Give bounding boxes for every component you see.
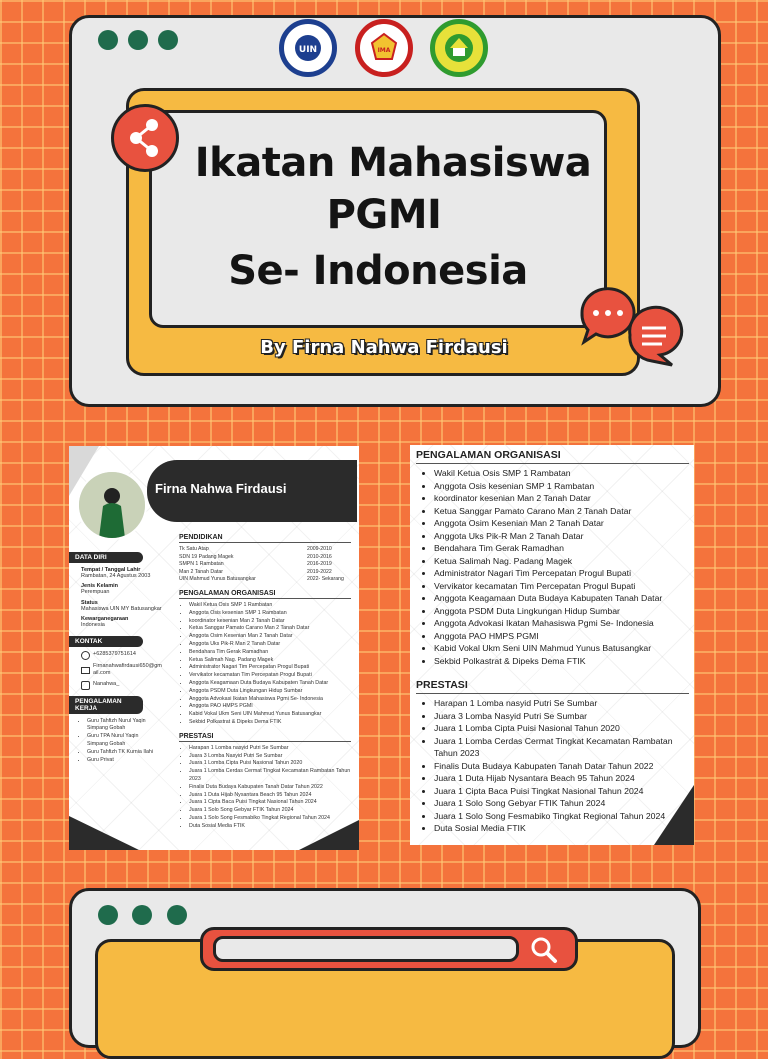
organisasi-item: • Ketua Salimah Nag. Padang Magek — [189, 657, 351, 665]
uin-logo — [279, 19, 337, 77]
prestasi-item: • Juara 1 Lomba Cipta Puisi Nasional Tahun 2020 — [434, 722, 689, 735]
organisasi-heading: PENGALAMAN ORGANISASI — [179, 590, 351, 599]
prestasi-item: • Juara 1 Lomba Cipta Puisi Nasional Tahun 2020 — [189, 760, 351, 768]
prestasi-item: • Duta Sosial Media FTIK — [434, 822, 689, 835]
prestasi-item: • Harapan 1 Lomba nasyid Putri Se Sumbar — [189, 745, 351, 753]
prestasi-item: • Juara 1 Solo Song Gebyar FTIK Tahun 2024 — [189, 807, 351, 815]
organisasi-item: • Vervikator kecamatan Tim Percepatan Progul Bupati — [189, 672, 351, 680]
title-line-2: PGMI — [326, 192, 442, 238]
imapgmi-logo — [355, 19, 413, 77]
window-dot-2 — [128, 30, 148, 50]
organisasi-item: • Ketua Salimah Nag. Padang Magek — [434, 555, 689, 568]
school: Man 2 Tanah Datar — [179, 568, 224, 575]
mail-icon — [81, 667, 90, 674]
kontak-instagram: Nanahwa_ — [93, 681, 120, 688]
kerja-item: • Guru Tahfizh Nurul Yaqin Simpang Gobah — [87, 718, 157, 734]
kerja-item: • Guru Tahfizh TK Kurnia Ilahi — [87, 749, 157, 757]
organisasi-item: • Anggota Uks Pik-R Man 2 Tanah Datar — [189, 641, 351, 649]
prestasi-heading: PRESTASI — [179, 733, 351, 742]
cv-page-1 — [69, 446, 359, 850]
window-dot-3 — [158, 30, 178, 50]
prestasi-item: • Juara 1 Solo Song Fesmabiko Tingkat Regional Tahun 2024 — [434, 810, 689, 823]
data-diri-value: Perempuan — [81, 589, 110, 596]
organisasi-item: • Anggota Osis kesenian SMP 1 Rambatan — [189, 610, 351, 618]
data-diri-value: Indonesia — [81, 622, 105, 629]
prestasi-item: • Juara 1 Duta Hijab Nysantara Beach 95 Tahun 2024 — [189, 792, 351, 800]
organisasi-item: • Bendahara Tim Gerak Ramadhan — [434, 542, 689, 555]
organisasi-item: • koordinator kesenian Man 2 Tanah Datar — [189, 618, 351, 626]
kontak-heading: KONTAK — [69, 636, 143, 647]
prestasi-item: • Juara 1 Cipta Baca Puisi Tingkat Nasional Tahun 2024 — [434, 785, 689, 798]
organisasi-item: • Sekbid Polkastrat & Dipeks Dema FTIK — [189, 719, 351, 727]
school-years: 2022- Sekarang — [307, 576, 344, 583]
prestasi-item: • Finalis Duta Budaya Kabupaten Tanah Datar Tahun 2022 — [434, 760, 689, 773]
window-dot-1 — [98, 905, 118, 925]
school-years: 2010-2016 — [307, 553, 332, 560]
phone-icon — [81, 651, 90, 660]
school: UIN Mahmud Yunus Batusangkar — [179, 576, 256, 583]
window-dot-1 — [98, 30, 118, 50]
organisasi-item: • Sekbid Polkastrat & Dipeks Dema FTIK — [434, 655, 689, 668]
organisasi-item: • Wakil Ketua Osis SMP 1 Rambatan — [189, 602, 351, 610]
profile-photo — [77, 470, 147, 540]
kontak-phone: +6285379751614 — [93, 651, 136, 658]
prestasi-item: • Juara 3 Lomba Nasyid Putri Se Sumbar — [189, 753, 351, 761]
search-bar[interactable] — [200, 927, 578, 971]
search-icon[interactable] — [527, 934, 561, 966]
school: Tk Satu Atap — [179, 546, 209, 552]
school-years: 2016-2019 — [307, 561, 332, 568]
organisasi-item: • Anggota Keagamaan Duta Budaya Kabupaten Tanah Datar — [434, 592, 689, 605]
svg-text:UIN: UIN — [298, 45, 318, 55]
byline: By Firna Nahwa Firdausi — [260, 337, 508, 358]
organisasi-item: • Anggota Advokasi Ikatan Mahasiswa Pgmi Se- Indonesia — [189, 696, 351, 704]
prestasi-item: • Duta Sosial Media FTIK — [189, 823, 351, 831]
organisasi-item: • Wakil Ketua Osis SMP 1 Rambatan — [434, 467, 689, 480]
organisasi-item: • Anggota PAO HMPS PGMI — [434, 630, 689, 643]
organisasi-item: • Anggota Osis kesenian SMP 1 Rambatan — [434, 480, 689, 493]
organisasi-item: • Anggota Osim Kesenian Man 2 Tanah Datar — [189, 633, 351, 641]
title-line-3: Se- Indonesia — [228, 248, 528, 294]
window-dot-2 — [132, 905, 152, 925]
instagram-icon — [81, 681, 90, 690]
svg-text:IMA: IMA — [377, 47, 391, 54]
organisasi-item: • Kabid Vokal Ukm Seni UIN Mahmud Yunus Batusangkar — [189, 711, 351, 719]
organisasi-item: • Anggota Uks Pik-R Man 2 Tanah Datar — [434, 530, 689, 543]
organisasi-item: • Anggota Advokasi Ikatan Mahasiswa Pgmi Se- Indonesia — [434, 617, 689, 630]
data-diri-label: Jenis Kelamin — [81, 583, 118, 590]
data-diri-value: Rambatan, 24 Agustus 2003 — [81, 573, 151, 579]
title-line-1: Ikatan Mahasiswa — [194, 140, 592, 186]
organisasi-item: • Anggota Keagamaan Duta Budaya Kabupaten Tanah Datar — [189, 680, 351, 688]
data-diri-heading: DATA DIRI — [69, 552, 143, 563]
search-input[interactable] — [213, 936, 519, 962]
cv-name: Firna Nahwa Firdausi — [155, 481, 287, 496]
cv-page-2 — [410, 445, 694, 845]
prestasi-item: • Juara 1 Lomba Cerdas Cermat Tingkat Kecamatan Rambatan Tahun 2023 — [434, 735, 689, 760]
organisasi-heading: PENGALAMAN ORGANISASI — [416, 449, 689, 464]
data-diri-label: Status — [81, 599, 98, 606]
prestasi-item: • Juara 1 Cipta Baca Puisi Tingkat Nasional Tahun 2024 — [189, 799, 351, 807]
school: SMPN 1 Rambatan — [179, 561, 224, 568]
kontak-email: Firnanahwafirdausi650@gmail.com — [93, 662, 162, 677]
prestasi-item: • Juara 1 Duta Hijab Nysantara Beach 95 Tahun 2024 — [434, 772, 689, 785]
data-diri-value: Mahasiswa UIN MY Batusangkar — [81, 605, 162, 612]
share-icon[interactable] — [111, 104, 179, 172]
organisasi-item: • Anggota PSDM Duta Lingkungan Hidup Sumbar — [434, 605, 689, 618]
kerja-item: • Guru Privat — [87, 757, 157, 765]
organisasi-item: • Administrator Nagari Tim Percepatan Progul Bupati — [434, 567, 689, 580]
kerja-item: • Guru TPA Nurul Yaqin Simpang Gobah — [87, 733, 157, 749]
data-diri-label: Kewarganegaraan — [81, 616, 129, 623]
prestasi-heading: PRESTASI — [416, 679, 689, 694]
uin-emblem-icon — [293, 33, 323, 63]
school-years: 2009-2010 — [307, 546, 332, 552]
imapgmi-emblem-icon — [367, 31, 401, 65]
organisasi-item: • Ketua Sanggar Pamato Carano Man 2 Tanah Datar — [434, 505, 689, 518]
prestasi-item: • Juara 1 Lomba Cerdas Cermat Tingkat Kecamatan Rambatan Tahun 2023 — [189, 768, 351, 784]
organisasi-item: • koordinator kesenian Man 2 Tanah Datar — [434, 492, 689, 505]
prestasi-item: • Harapan 1 Lomba nasyid Putri Se Sumbar — [434, 697, 689, 710]
organisasi-item: • Anggota PSDM Duta Lingkungan Hidup Sumbar — [189, 688, 351, 696]
data-diri-label: Tempat / Tanggal Lahir — [81, 567, 141, 573]
madrasah-emblem-icon — [442, 31, 476, 65]
pendidikan-heading: PENDIDIKAN — [179, 534, 351, 543]
bottom-window — [69, 888, 701, 1048]
window-dot-3 — [167, 905, 187, 925]
organisasi-item: • Administrator Nagari Tim Percepatan Progul Bupati — [189, 664, 351, 672]
madrasah-logo — [430, 19, 488, 77]
prestasi-item: • Juara 1 Solo Song Gebyar FTIK Tahun 2024 — [434, 797, 689, 810]
prestasi-item: • Finalis Duta Budaya Kabupaten Tanah Datar Tahun 2022 — [189, 784, 351, 792]
organisasi-item: • Ketua Sanggar Pamato Carano Man 2 Tanah Datar — [189, 625, 351, 633]
organisasi-item: • Bendahara Tim Gerak Ramadhan — [189, 649, 351, 657]
organisasi-item: • Anggota PAO HMPS PGMI — [189, 703, 351, 711]
prestasi-item: • Juara 3 Lomba Nasyid Putri Se Sumbar — [434, 710, 689, 723]
prestasi-item: • Juara 1 Solo Song Fesmabiko Tingkat Regional Tahun 2024 — [189, 815, 351, 823]
organisasi-item: • Vervikator kecamatan Tim Percepatan Progul Bupati — [434, 580, 689, 593]
school: SDN 19 Padang Magek — [179, 553, 234, 560]
organisasi-item: • Kabid Vokal Ukm Seni UIN Mahmud Yunus Batusangkar — [434, 642, 689, 655]
school-years: 2019-2022 — [307, 568, 332, 575]
organisasi-item: • Anggota Osim Kesenian Man 2 Tanah Datar — [434, 517, 689, 530]
kerja-heading: PENGALAMAN KERJA — [69, 696, 143, 714]
